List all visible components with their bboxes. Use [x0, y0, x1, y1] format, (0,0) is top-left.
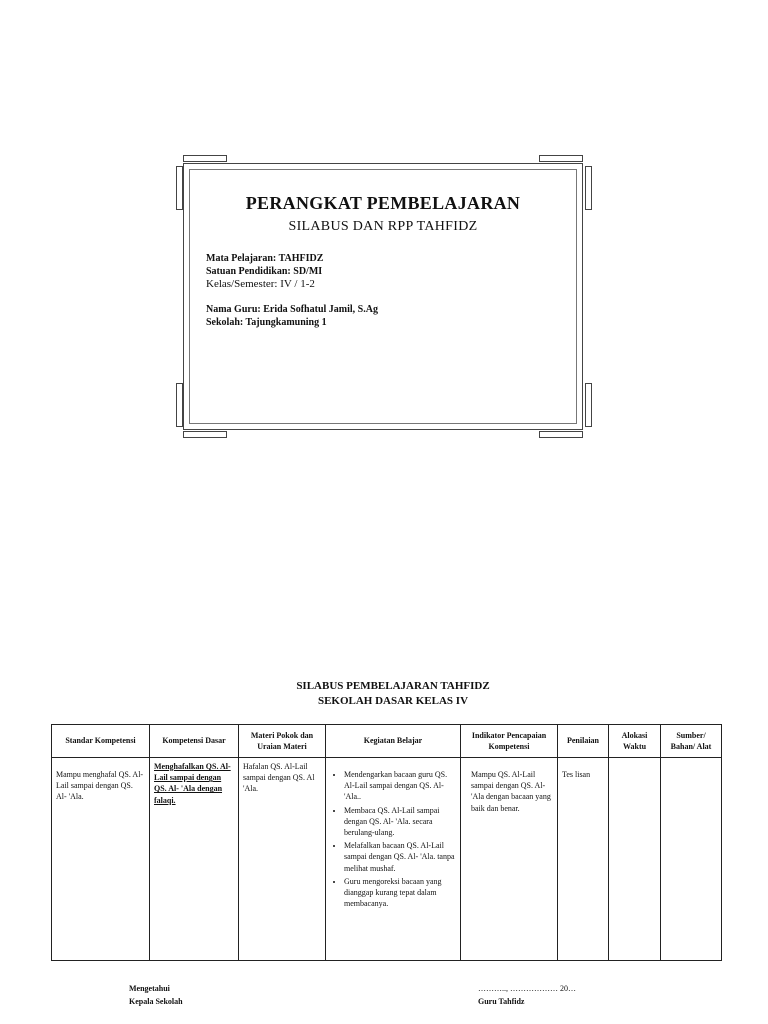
corner-ornament-bottom-right [539, 431, 583, 438]
cell-sumber [661, 758, 722, 961]
table-header-row [52, 725, 722, 758]
satuan-pendidikan: Satuan Pendidikan: SD/MI [206, 266, 323, 277]
cover-title: PERANGKAT PEMBELAJARAN [245, 193, 521, 213]
syllabus-table [51, 724, 722, 961]
penilaian-text: Tes lisan [562, 770, 591, 779]
header-indikator: Indikator Pencapaian Kompetensi [461, 725, 558, 758]
cell-alokasi-waktu [609, 758, 661, 961]
header-kegiatan-belajar: Kegiatan Belajar [326, 725, 461, 758]
kepala-sekolah-label: Kepala Sekolah [129, 997, 183, 1006]
list-item: • Guru mengoreksi bacaan yang dianggap kurang tepat dalam membacanya. [344, 876, 456, 910]
header-alokasi-waktu: Alokasi Waktu [609, 725, 661, 758]
kegiatan-list [330, 769, 456, 909]
standar-kompetensi-text: Mampu menghafal QS. Al-Lail sampai dengan QS. Al- 'Ala. [56, 770, 144, 802]
corner-ornament-top-left [183, 155, 227, 162]
list-item: • Mendengarkan bacaan guru QS. Al-Lail sampai dengan QS. Al- 'Ala.. [344, 769, 456, 803]
mengetahui-label: Mengetahui [129, 984, 170, 993]
cell-kompetensi-dasar [150, 758, 239, 961]
list-item: • Membaca QS. Al-Lail sampai dengan QS. Al- 'Ala. secara berulang-ulang. [344, 805, 456, 839]
kelas-semester: Kelas/Semester: IV / 1-2 [206, 278, 315, 290]
nama-guru: Nama Guru: Erida Sofhatul Jamil, S.Ag [206, 304, 378, 315]
table-row [52, 758, 722, 961]
date-line: ……….., ……………… 20… [478, 984, 576, 993]
corner-ornament-top-right [539, 155, 583, 162]
guru-tahfidz-label: Guru Tahfidz [478, 997, 525, 1006]
header-sumber: Sumber/ Bahan/ Alat [661, 725, 722, 758]
sekolah: Sekolah: Tajungkamuning 1 [206, 317, 327, 328]
cell-materi-pokok [239, 758, 326, 961]
mata-pelajaran: Mata Pelajaran: TAHFIDZ [206, 253, 324, 264]
corner-ornament-bottom-right-side [585, 383, 592, 427]
cell-penilaian [558, 758, 609, 961]
corner-ornament-bottom-left [183, 431, 227, 438]
corner-ornament-top-right-side [585, 166, 592, 210]
list-item: • Melafalkan bacaan QS. Al-Lail sampai dengan QS. Al- 'Ala. tanpa melihat mushaf. [344, 840, 456, 874]
indikator-text: Mampu QS. Al-Lail sampai dengan QS. Al- 'Ala dengan bacaan yang baik dan benar. [471, 770, 551, 813]
syllabus-title: SILABUS PEMBELAJARAN TAHFIDZ [296, 680, 490, 692]
syllabus-subtitle: SEKOLAH DASAR KELAS IV [317, 695, 469, 707]
header-materi-pokok: Materi Pokok dan Uraian Materi [239, 725, 326, 758]
header-kompetensi-dasar: Kompetensi Dasar [150, 725, 239, 758]
materi-pokok-text: Hafalan QS. Al-Lail sampai dengan QS. Al 'Ala. [243, 762, 315, 794]
cell-kegiatan-belajar [326, 758, 461, 961]
header-penilaian: Penilaian [558, 725, 609, 758]
cover-subtitle: SILABUS DAN RPP TAHFIDZ [288, 219, 478, 234]
cell-standar-kompetensi [52, 758, 150, 961]
corner-ornament-top-left-side [176, 166, 183, 210]
cell-indikator [461, 758, 558, 961]
corner-ornament-bottom-left-side [176, 383, 183, 427]
kompetensi-dasar-text: Menghafalkan QS. Al-Lail sampai dengan QS. Al- 'Ala dengan falaqi. [154, 762, 231, 805]
header-standar-kompetensi: Standar Kompetensi [52, 725, 150, 758]
